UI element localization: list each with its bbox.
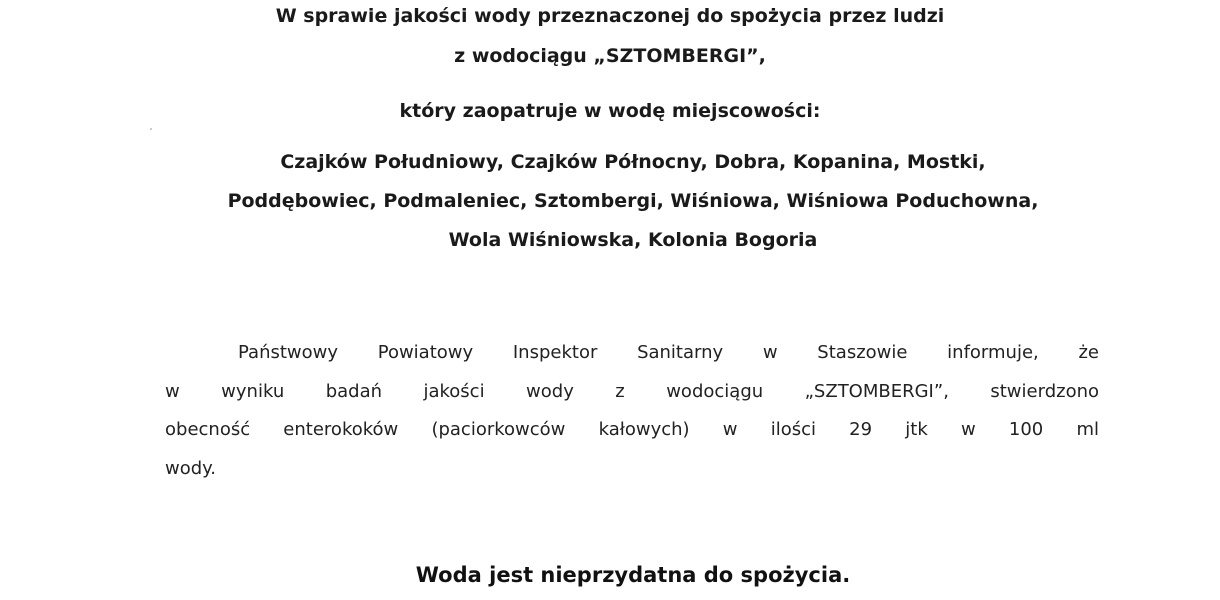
- localities-line-2: Poddębowiec, Podmaleniec, Sztombergi, Wiśniowa, Wiśniowa Poduchowna,: [227, 190, 1039, 212]
- notice-line-2: w wyniku badań jakości wody z wodociągu „SZTOMBERGI”, stwierdzono: [165, 380, 1099, 402]
- notice-line-4: wody.: [165, 457, 216, 479]
- scan-speck: [150, 128, 152, 130]
- localities-line-3: Wola Wiśniowska, Kolonia Bogoria: [448, 229, 818, 251]
- notice-line-1: Państwowy Powiatowy Inspektor Sanitarny w Staszowie informuje, że: [238, 342, 1099, 363]
- notice-paragraph: [165, 334, 1099, 488]
- notice-line-3: obecność enterokoków (paciorkowców kałowych) w ilości 29 jtk w 100 ml: [165, 419, 1099, 440]
- localities-line-1: Czajków Południowy, Czajków Północny, Dobra, Kopanina, Mostki,: [280, 151, 986, 173]
- heading-line-3: który zaopatruje w wodę miejscowości:: [399, 100, 821, 122]
- warning-statement: Woda jest nieprzydatna do spożycia.: [415, 563, 851, 587]
- heading-line-1: W sprawie jakości wody przeznaczonej do spożycia przez ludzi: [275, 5, 945, 27]
- heading-line-2: z wodociągu „SZTOMBERGI”,: [454, 45, 766, 67]
